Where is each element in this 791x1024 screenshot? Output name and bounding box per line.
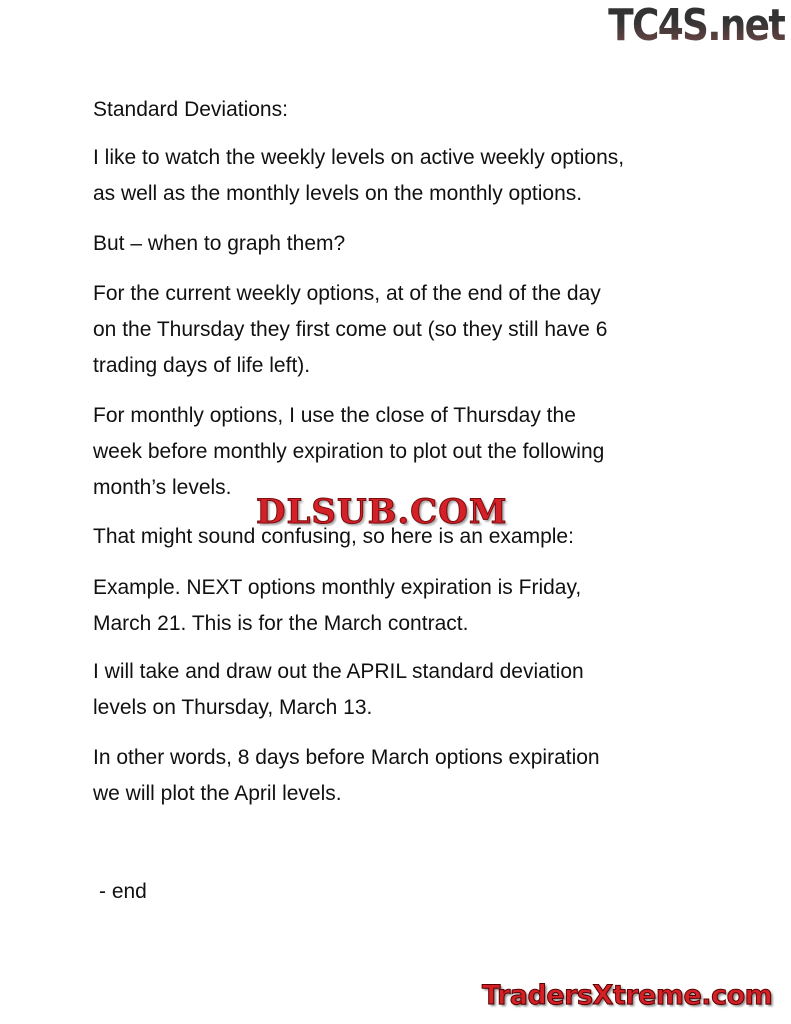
text-line: But – when to graph them? bbox=[93, 232, 346, 255]
paragraph bbox=[93, 140, 624, 212]
paragraph bbox=[93, 654, 584, 726]
text-line: month’s levels. bbox=[93, 476, 232, 499]
text-line: Standard Deviations: bbox=[93, 98, 288, 121]
text-line: as well as the monthly levels on the monthly options. bbox=[93, 182, 583, 205]
paragraph bbox=[99, 874, 147, 910]
text-line: Example. NEXT options monthly expiration is Friday, bbox=[93, 576, 582, 599]
text-line: week before monthly expiration to plot out the following bbox=[93, 440, 605, 463]
text-line: March 21. This is for the March contract. bbox=[93, 612, 469, 635]
text-line: I like to watch the weekly levels on active weekly options, bbox=[93, 146, 625, 169]
text-line: levels on Thursday, March 13. bbox=[93, 696, 373, 719]
paragraph bbox=[93, 740, 600, 812]
paragraph bbox=[93, 92, 288, 128]
paragraph bbox=[93, 570, 581, 642]
text-line: I will take and draw out the APRIL standard deviation bbox=[93, 660, 584, 683]
text-line: on the Thursday they first come out (so they still have 6 bbox=[93, 318, 608, 341]
paragraph bbox=[93, 398, 604, 506]
text-line: we will plot the April levels. bbox=[93, 782, 342, 805]
paragraph bbox=[93, 276, 607, 384]
paragraph bbox=[93, 226, 345, 262]
dlsub-watermark: DLSUB.COM bbox=[256, 492, 508, 532]
text-line: - end bbox=[99, 880, 147, 903]
tradersxtreme-watermark: TradersXtreme.com bbox=[482, 980, 773, 1011]
text-line: For the current weekly options, at of the end of the day bbox=[93, 282, 601, 305]
tc4s-logo: TC4S.net bbox=[608, 0, 785, 51]
text-line: For monthly options, I use the close of Thursday the bbox=[93, 404, 576, 427]
text-line: In other words, 8 days before March options expiration bbox=[93, 746, 600, 769]
text-line: trading days of life left). bbox=[93, 354, 311, 377]
text-line: That might sound confusing, so here is an example: bbox=[93, 525, 574, 548]
